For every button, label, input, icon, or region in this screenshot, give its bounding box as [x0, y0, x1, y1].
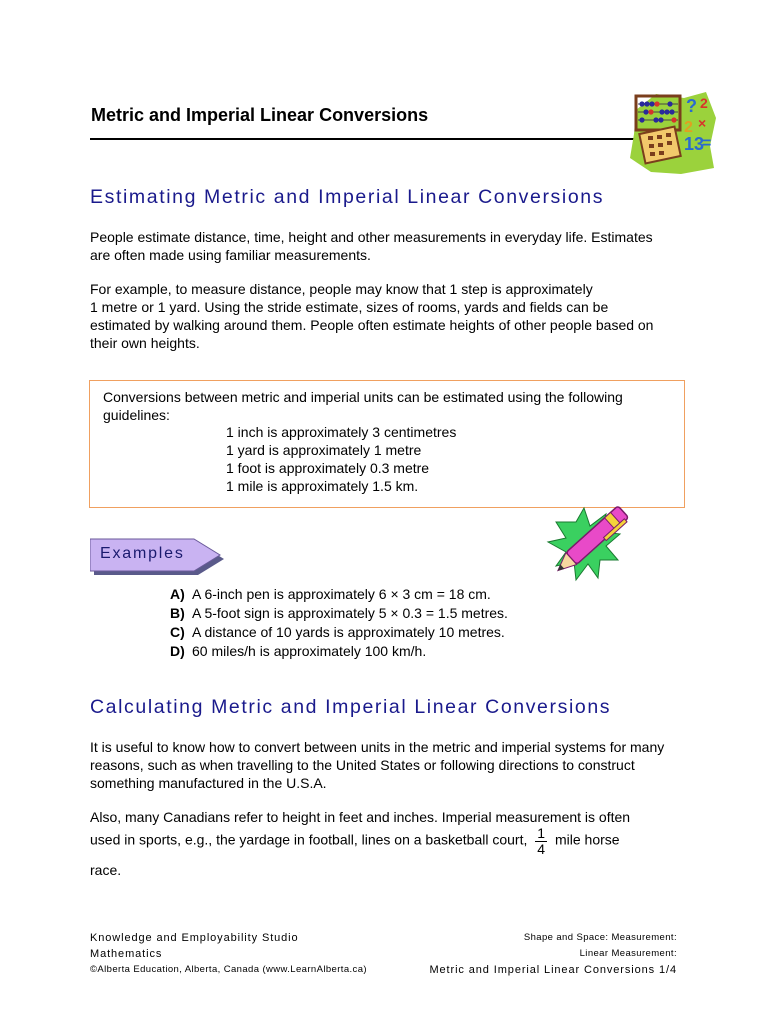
calculating-paragraph: It is useful to know how to convert between units in the metric and imperial systems for many reasons, such as when travelling to the United States or following directions to construct something manufactured in the U.S.A.: [90, 739, 665, 791]
fraction-denominator: 4: [537, 841, 546, 857]
examples-list: [170, 585, 508, 661]
example-letter: D): [170, 643, 185, 659]
pen-clipart-icon: [536, 500, 636, 596]
guidelines-list: [226, 423, 456, 495]
document-title: Metric and Imperial Linear Conversions: [91, 105, 429, 125]
fraction-numerator: 1: [537, 825, 546, 841]
example-item: [170, 585, 508, 604]
guideline-item: 1 foot is approximately 0.3 metre: [226, 460, 430, 476]
svg-text:13: 13: [684, 134, 705, 154]
footer-doc-title: Metric and Imperial Linear Conversions: [429, 964, 656, 976]
footer-copyright: ©Alberta Education, Alberta, Canada (www.LearnAlberta.ca): [90, 964, 367, 975]
sports-paragraph-line3: race.: [90, 862, 122, 878]
guideline-item: 1 inch is approximately 3 centimetres: [226, 424, 457, 440]
footer-left: [90, 930, 367, 978]
guideline-item: 1 mile is approximately 1.5 km.: [226, 478, 419, 494]
footer-title-line: [429, 962, 677, 978]
example-item: [170, 642, 508, 661]
quarter-fraction: [535, 826, 547, 856]
example-letter: B): [170, 605, 185, 621]
math-clipart-icon: [626, 88, 718, 176]
example-text: A distance of 10 yards is approximately 10 metres.: [192, 624, 505, 640]
svg-text:2: 2: [684, 119, 693, 136]
svg-text:?: ?: [686, 96, 697, 116]
footer-studio: Knowledge and Employability Studio: [90, 932, 299, 944]
title-rule: [90, 138, 650, 140]
sports-text-after: mile horse: [554, 831, 620, 848]
section-heading-calculating: Calculating Metric and Imperial Linear Conversions: [90, 696, 612, 718]
sports-text-before: used in sports, e.g., the yardage in football, lines on a basketball court,: [90, 831, 528, 848]
sports-paragraph-line1: Also, many Canadians refer to height in feet and inches. Imperial measurement is often: [90, 809, 631, 825]
svg-text:=: =: [702, 135, 712, 152]
footer-topic: Linear Measurement:: [579, 948, 677, 959]
footer-subject: Mathematics: [90, 948, 163, 960]
guidelines-intro: Conversions between metric and imperial units can be estimated using the following guidelines:: [103, 389, 623, 423]
example-text: 60 miles/h is approximately 100 km/h.: [192, 643, 427, 659]
example-text: A 6-inch pen is approximately 6 × 3 cm = 18 cm.: [192, 586, 491, 602]
footer-right: [429, 930, 677, 978]
example-paragraph-body: 1 metre or 1 yard. Using the stride estimate, sizes of rooms, yards and fields can be estimated by walking around them. People often estimate heights of other people based on their own heights.: [90, 299, 654, 351]
footer-strand: Shape and Space: Measurement:: [523, 932, 677, 943]
examples-label: Examples: [100, 545, 185, 562]
example-letter: C): [170, 624, 185, 640]
example-text: A 5-foot sign is approximately 5 × 0.3 = 1.5 metres.: [192, 605, 508, 621]
sports-paragraph-line2: [90, 826, 690, 856]
svg-text:2: 2: [700, 95, 708, 111]
guidelines-box: [89, 380, 685, 508]
guideline-item: 1 yard is approximately 1 metre: [226, 442, 422, 458]
example-letter: A): [170, 586, 185, 602]
example-item: [170, 604, 508, 623]
intro-paragraph: People estimate distance, time, height and other measurements in everyday life. Estimates are often made using familiar measurements.: [90, 229, 653, 263]
example-item: [170, 623, 508, 642]
svg-text:×: ×: [698, 115, 707, 131]
example-paragraph-line1: For example, to measure distance, people may know that 1 step is approximately: [90, 281, 593, 297]
page-number: 1/4: [659, 964, 677, 976]
section-heading-estimating: Estimating Metric and Imperial Linear Conversions: [90, 186, 605, 208]
